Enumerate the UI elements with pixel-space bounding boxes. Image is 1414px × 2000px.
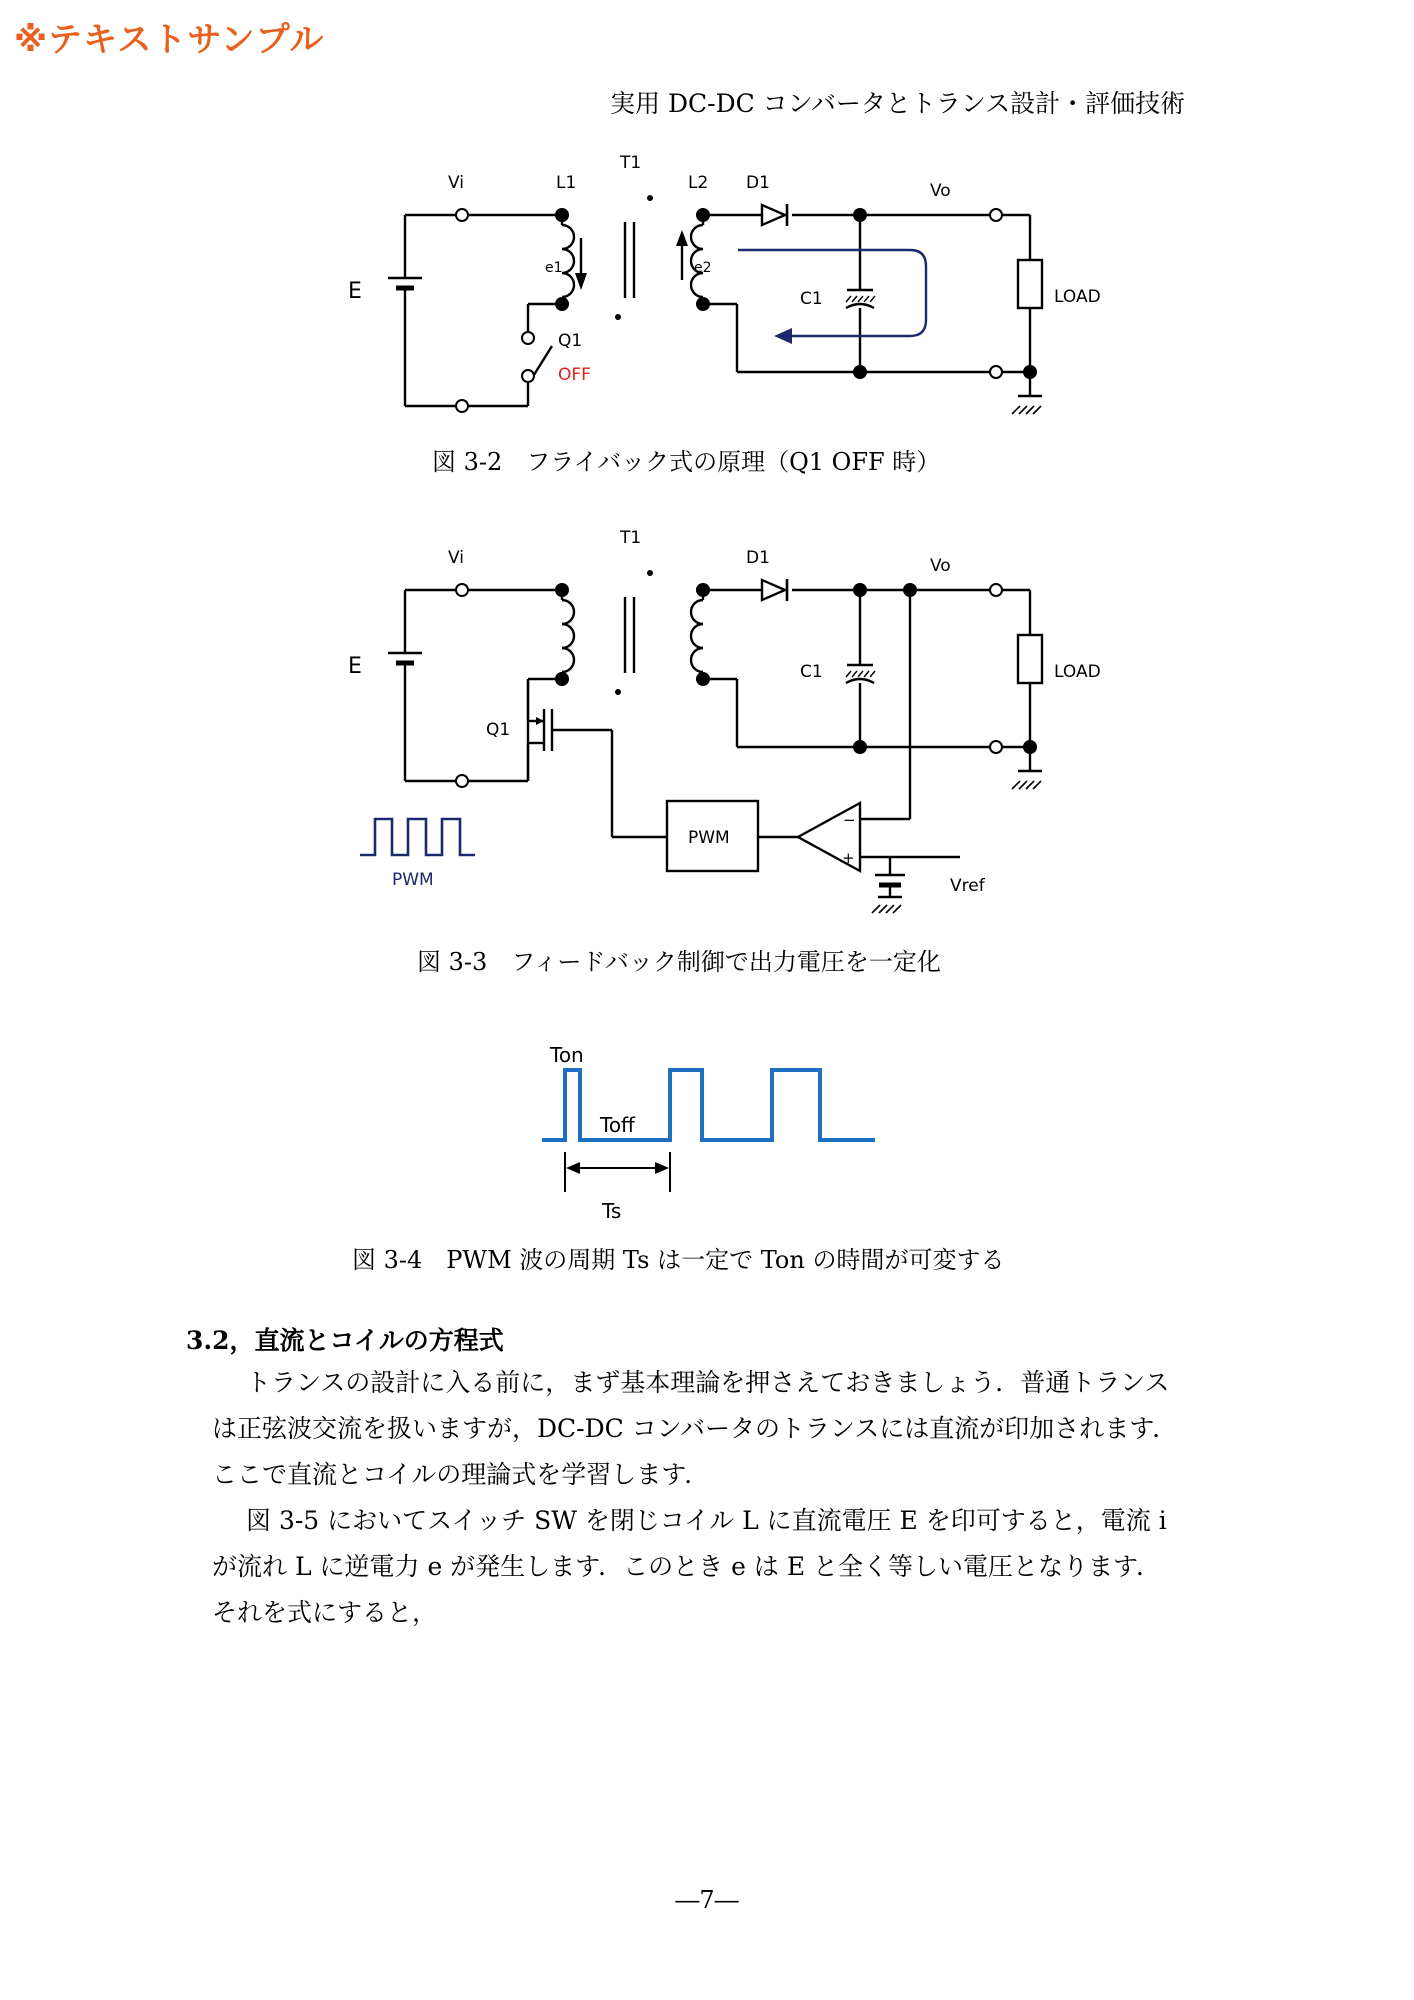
label-l1: L1 (556, 173, 577, 193)
paragraph-1-line-3: ここで直流とコイルの理論式を学習します． (212, 1460, 710, 1489)
caption-fig-3-4: 図 3-4 PWM 波の周期 Ts は一定で Ton の時間が可変する (352, 1246, 1005, 1274)
figure-3-3-feedback-control (330, 525, 1101, 925)
label-vi: Vi (448, 548, 464, 568)
label-ts: Ts (602, 1199, 622, 1223)
label-toff: Toff (600, 1113, 635, 1137)
label-e2: e2 (694, 260, 712, 276)
caption-fig-3-3: 図 3-3 フィードバック制御で出力電圧を一定化 (417, 948, 941, 976)
paragraph-1 (212, 1360, 1232, 1498)
figure-3-2-flyback-off (330, 150, 1101, 430)
sample-text-stamp: ※テキストサンプル (14, 20, 325, 60)
label-l2: L2 (688, 173, 709, 193)
label-e: E (348, 279, 362, 304)
label-t1: T1 (620, 528, 642, 548)
label-load: LOAD (1054, 662, 1101, 682)
label-c1: C1 (800, 662, 823, 682)
paragraph-2 (212, 1498, 1232, 1636)
label-d1: D1 (746, 548, 770, 568)
label-e: E (348, 654, 362, 679)
caption-fig-3-2: 図 3-2 フライバック式の原理（Q1 OFF 時） (432, 448, 941, 476)
label-ton: Ton (550, 1043, 584, 1067)
label-vref: Vref (950, 876, 985, 896)
label-vo: Vo (930, 556, 951, 576)
paragraph-2-line-1: 図 3-5 においてスイッチ SW を閉じコイル L に直流電圧 E を印可すると，電流 i (246, 1506, 1167, 1535)
label-c1: C1 (800, 289, 823, 309)
paragraph-2-line-2: が流れ L に逆電力 e が発生します．このとき e は E と全く等しい電圧となります． (212, 1552, 1162, 1581)
paragraph-1-line-2: は正弦波交流を扱いますが，DC-DC コンバータのトランスには直流が印加されます． (212, 1414, 1178, 1443)
label-vi: Vi (448, 173, 464, 193)
label-q1: Q1 (558, 331, 583, 351)
paragraph-1-line-1: トランスの設計に入る前に，まず基本理論を押さえておきましょう．普通トランス (246, 1368, 1170, 1397)
paragraph-2-line-3: それを式にすると， (212, 1598, 438, 1627)
running-head: 実用 DC-DC コンバータとトランス設計・評価技術 (610, 89, 1186, 118)
figure-3-4-pwm-wave (530, 1040, 890, 1230)
label-d1: D1 (746, 173, 770, 193)
section-heading: 3.2，直流とコイルの方程式 (186, 1326, 504, 1355)
opamp-plus: + (842, 849, 855, 867)
label-q1: Q1 (486, 720, 511, 740)
label-pwm-wave: PWM (392, 870, 434, 890)
label-load: LOAD (1054, 287, 1101, 307)
page-number: ―7― (675, 1886, 739, 1914)
opamp-minus: − (843, 811, 856, 829)
label-pwm-block: PWM (688, 828, 730, 848)
label-vo: Vo (930, 181, 951, 201)
label-off: OFF (558, 365, 591, 385)
label-e1: e1 (545, 260, 563, 276)
label-t1: T1 (620, 153, 642, 173)
